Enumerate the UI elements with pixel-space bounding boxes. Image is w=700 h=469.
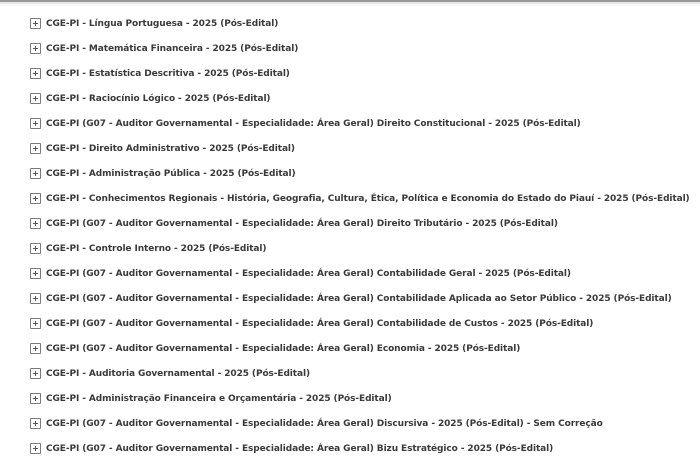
course-item[interactable]	[30, 386, 690, 411]
expand-plus-icon[interactable]	[30, 68, 41, 79]
expand-plus-icon[interactable]	[30, 93, 41, 104]
expand-plus-icon[interactable]	[30, 218, 41, 229]
course-item[interactable]	[30, 11, 690, 36]
course-item[interactable]	[30, 211, 690, 236]
course-title[interactable]: CGE-PI - Administração Financeira e Orçamentária - 2025 (Pós-Edital)	[46, 393, 392, 404]
course-title[interactable]: CGE-PI (G07 - Auditor Governamental - Especialidade: Área Geral) Contabilidade de Custos - 2025 (Pós-Edital)	[46, 318, 594, 329]
course-title[interactable]: CGE-PI - Administração Pública - 2025 (Pós-Edital)	[46, 168, 296, 179]
expand-plus-icon[interactable]	[30, 243, 41, 254]
course-title[interactable]: CGE-PI - Conhecimentos Regionais - História, Geografia, Cultura, Ética, Política e Economia do Estado do Piauí - 2025 (Pós-Edital)	[46, 193, 690, 204]
course-title[interactable]: CGE-PI (G07 - Auditor Governamental - Especialidade: Área Geral) Economia - 2025 (Pós-Edital)	[46, 343, 521, 354]
expand-plus-icon[interactable]	[30, 293, 41, 304]
expand-plus-icon[interactable]	[30, 393, 41, 404]
course-title[interactable]: CGE-PI (G07 - Auditor Governamental - Especialidade: Área Geral) Direito Tributário - 2025 (Pós-Edital)	[46, 218, 558, 229]
course-item[interactable]	[30, 236, 690, 261]
course-list	[30, 11, 690, 461]
top-divider	[0, 0, 700, 2]
course-item[interactable]	[30, 436, 690, 461]
course-item[interactable]	[30, 286, 690, 311]
course-item[interactable]	[30, 36, 690, 61]
expand-plus-icon[interactable]	[30, 43, 41, 54]
expand-plus-icon[interactable]	[30, 318, 41, 329]
course-title[interactable]: CGE-PI (G07 - Auditor Governamental - Especialidade: Área Geral) Contabilidade Aplicada ao Setor Público - 2025 (Pós-Edital)	[46, 293, 672, 304]
expand-plus-icon[interactable]	[30, 168, 41, 179]
course-item[interactable]	[30, 136, 690, 161]
course-title[interactable]: CGE-PI (G07 - Auditor Governamental - Especialidade: Área Geral) Direito Constitucional - 2025 (Pós-Edital)	[46, 118, 581, 129]
course-title[interactable]: CGE-PI - Auditoria Governamental - 2025 (Pós-Edital)	[46, 368, 310, 379]
course-item[interactable]	[30, 111, 690, 136]
course-title[interactable]: CGE-PI (G07 - Auditor Governamental - Especialidade: Área Geral) Bizu Estratégico - 2025 (Pós-Edital)	[46, 443, 554, 454]
course-title[interactable]: CGE-PI - Estatística Descritiva - 2025 (Pós-Edital)	[46, 68, 290, 79]
course-item[interactable]	[30, 336, 690, 361]
course-item[interactable]	[30, 361, 690, 386]
expand-plus-icon[interactable]	[30, 418, 41, 429]
expand-plus-icon[interactable]	[30, 193, 41, 204]
course-item[interactable]	[30, 186, 690, 211]
course-item[interactable]	[30, 61, 690, 86]
course-title[interactable]: CGE-PI (G07 - Auditor Governamental - Especialidade: Área Geral) Discursiva - 2025 (Pós-Edital) - Sem Correção	[46, 418, 603, 429]
course-item[interactable]	[30, 86, 690, 111]
course-title[interactable]: CGE-PI - Raciocínio Lógico - 2025 (Pós-Edital)	[46, 93, 271, 104]
course-title[interactable]: CGE-PI (G07 - Auditor Governamental - Especialidade: Área Geral) Contabilidade Geral - 2025 (Pós-Edital)	[46, 268, 571, 279]
course-title[interactable]: CGE-PI - Direito Administrativo - 2025 (Pós-Edital)	[46, 143, 295, 154]
expand-plus-icon[interactable]	[30, 143, 41, 154]
expand-plus-icon[interactable]	[30, 18, 41, 29]
course-item[interactable]	[30, 411, 690, 436]
expand-plus-icon[interactable]	[30, 118, 41, 129]
expand-plus-icon[interactable]	[30, 368, 41, 379]
expand-plus-icon[interactable]	[30, 343, 41, 354]
course-item[interactable]	[30, 311, 690, 336]
expand-plus-icon[interactable]	[30, 268, 41, 279]
course-item[interactable]	[30, 261, 690, 286]
course-title[interactable]: CGE-PI - Língua Portuguesa - 2025 (Pós-Edital)	[46, 18, 279, 29]
expand-plus-icon[interactable]	[30, 443, 41, 454]
course-title[interactable]: CGE-PI - Controle Interno - 2025 (Pós-Edital)	[46, 243, 267, 254]
course-title[interactable]: CGE-PI - Matemática Financeira - 2025 (Pós-Edital)	[46, 43, 299, 54]
course-item[interactable]	[30, 161, 690, 186]
